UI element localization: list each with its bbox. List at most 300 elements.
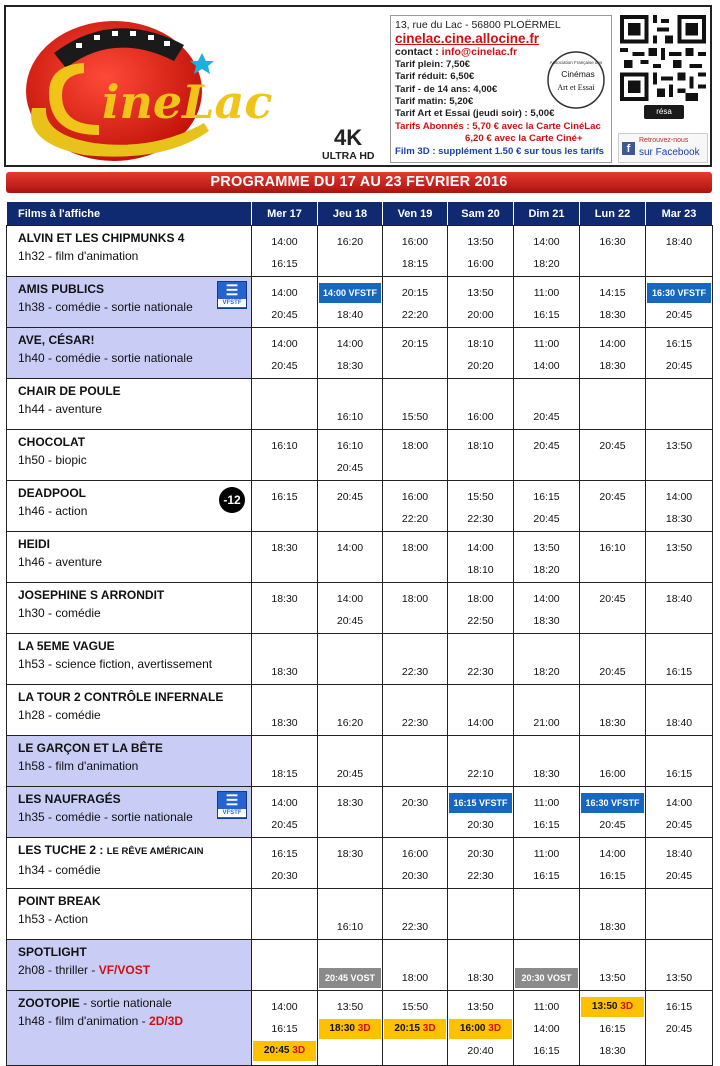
showtime-cell [252,991,318,1066]
showtime[interactable]: 20:45 [533,513,560,525]
showtime[interactable]: 14:00 [271,797,298,809]
showtime[interactable]: 20:30 [271,870,298,882]
showtime[interactable]: 13:50 [533,542,560,554]
showtime[interactable]: 18:30 [599,1045,626,1057]
film-title[interactable]: JOSEPHINE S ARRONDIT [18,588,165,602]
showtime[interactable]: 22:30 [401,666,429,678]
showtime[interactable]: 20:20 [467,360,494,372]
showtime[interactable]: 20:45 [271,819,298,831]
showtime[interactable]: 14:00 [467,717,494,729]
facebook-link[interactable] [618,133,708,163]
showtime [252,742,317,762]
film-cell [7,685,252,736]
showtime[interactable]: 22:30 [467,870,494,882]
showtime[interactable]: 20:40 [467,1045,494,1057]
showtime-cell [318,430,383,481]
showtime[interactable]: 20:15 [401,287,429,299]
film-title[interactable]: CHOCOLAT [18,435,86,449]
film-title[interactable]: LA TOUR 2 CONTRÔLE INFERNALE [18,690,224,704]
showtime[interactable]: 11:00 [533,848,560,860]
films-header: Films à l'affiche [7,202,252,226]
showtime[interactable]: 18:40 [665,593,693,605]
showtime[interactable]: 11:00 [533,287,560,299]
showtime[interactable]: 13:50 [665,440,693,452]
showtime[interactable]: 18:20 [533,666,560,678]
showtime[interactable]: 20:30 [467,819,494,831]
showtime-cell [514,481,580,532]
tarif-abonnes-2: 6,20 € avec la Carte Ciné+ [465,133,583,145]
showtime[interactable]: 18:40 [665,848,693,860]
showtime-cell [318,787,383,838]
showtime[interactable]: 16:00 3D [449,1019,512,1039]
film-cell [7,736,252,787]
showtime[interactable]: 20:45 [271,309,298,321]
showtime[interactable]: 16:15 [271,258,298,270]
showtime-cell [252,685,318,736]
showtime[interactable]: 18:30 [467,972,494,984]
showtime[interactable]: 16:15 [665,768,693,780]
showtime-cell [383,940,448,991]
showtime-cell [580,991,646,1066]
showtime[interactable]: 14:15 [599,287,626,299]
showtime[interactable]: 11:00 [533,338,560,350]
showtime [448,691,513,711]
showtime[interactable]: 16:15 VFSTF [449,793,512,813]
showtime[interactable]: 16:15 [665,338,693,350]
film-title[interactable]: ALVIN ET LES CHIPMUNKS 4 [18,231,185,245]
showtime[interactable]: 20:45 [336,462,364,474]
showtime-cell [448,634,514,685]
showtime [646,691,712,711]
tarif-moins-14: Tarif - de 14 ans: 4,00€ [395,83,498,95]
showtime[interactable]: 13:50 [467,287,494,299]
film-title[interactable]: AMIS PUBLICS [18,282,105,296]
logo-ultra-hd: ULTRA HD [322,150,375,162]
showtime-cell [646,889,713,940]
showtime[interactable]: 18:15 [271,768,298,780]
showtime[interactable]: 18:30 [599,717,626,729]
showtime [383,385,447,405]
showtime[interactable]: 16:10 [271,440,298,452]
showtime[interactable]: 22:20 [401,309,429,321]
showtime[interactable]: 18:10 [467,440,494,452]
showtime-cell [448,685,514,736]
showtime[interactable]: 18:30 [533,768,560,780]
showtime-cell [514,685,580,736]
showtime[interactable]: 18:30 [336,360,364,372]
showtime[interactable]: 20:30 VOST [515,968,578,988]
art-essai-text-1: Cinémas [561,69,595,79]
tarif-plein: Tarif plein: 7,50€ [395,58,470,70]
showtime-cell [646,634,713,685]
tarif-reduit: Tarif réduit: 6,50€ [395,71,475,83]
showtime[interactable]: 20:45 [665,309,693,321]
showtime[interactable]: 16:15 [665,666,693,678]
art-essai-small-text: Association Française des [549,60,603,65]
showtime[interactable]: 16:00 [401,848,429,860]
showtime [514,385,579,405]
showtime[interactable]: 11:00 [533,1001,560,1013]
showtime [580,640,645,660]
showtime-cell [383,787,448,838]
showtime[interactable]: 16:15 [533,309,560,321]
showtime-cell [580,889,646,940]
showtime[interactable]: 18:30 [336,848,364,860]
showtime[interactable]: 20:45 [533,411,560,423]
showtime[interactable]: 15:50 [401,1001,429,1013]
showtime[interactable]: 18:00 [401,593,429,605]
film-cell [7,328,252,379]
film-title[interactable]: ZOOTOPIE - sortie nationale [18,996,172,1010]
film-cell [7,889,252,940]
showtime[interactable]: 15:50 [401,411,429,423]
film-title[interactable]: DEADPOOL [18,486,87,500]
showtime[interactable]: 18:20 [533,258,560,270]
showtime[interactable]: 16:20 [336,717,364,729]
showtime-cell [646,991,713,1066]
showtime[interactable]: 20:45 [665,1023,693,1035]
showtime-cell [318,685,383,736]
showtime[interactable]: 20:30 [401,870,429,882]
showtime[interactable]: 22:20 [401,513,429,525]
showtime[interactable]: 14:00 [533,236,560,248]
showtime[interactable]: 13:50 [467,236,494,248]
showtime[interactable]: 16:10 [336,440,364,452]
film-row [7,379,713,430]
logo-4k: 4K [334,125,363,150]
showtime [252,640,317,660]
film-row [7,226,713,277]
showtime[interactable]: 13:50 [665,972,693,984]
showtime[interactable]: 20:45 [665,870,693,882]
showtime[interactable]: 18:30 [599,309,626,321]
film-row [7,889,713,940]
showtime[interactable]: 16:10 [336,411,364,423]
showtime[interactable]: 22:30 [401,921,429,933]
showtime[interactable]: 16:00 [401,236,429,248]
showtime-cell [383,685,448,736]
showtime[interactable]: 11:00 [533,797,560,809]
film-cell [7,226,252,277]
showtime[interactable]: 18:30 [271,542,298,554]
showtime[interactable]: 20:45 VOST [319,968,381,988]
tarif-abonnes: Tarifs Abonnés : 5,70 € avec la Carte CinéLac [395,120,601,132]
showtime[interactable]: 18:10 [467,564,494,576]
showtime[interactable]: 13:50 3D [581,997,644,1017]
film-cell [7,634,252,685]
contact-label: contact : [395,46,442,59]
showtime[interactable]: 18:10 [467,338,494,350]
vfstf-icon: ☰ VFSTF [217,281,247,309]
showtime[interactable]: 16:30 VFSTF [581,793,644,813]
showtime-cell [646,277,713,328]
showtime[interactable]: 16:10 [336,921,364,933]
showtime[interactable]: 14:00 [599,848,626,860]
showtime-cell [514,838,580,889]
showtime-cell [252,277,318,328]
day-header: Dim 21 [514,202,580,226]
showtime[interactable]: 18:15 [401,258,429,270]
film-info: 1h46 - aventure [18,555,103,569]
showtime [514,742,579,762]
showtime [514,946,579,966]
film-title[interactable]: CHAIR DE POULE [18,384,121,398]
showtime[interactable]: 18:00 [401,440,429,452]
film-info: 1h44 - aventure [18,402,103,416]
facebook-text-1: Retrouvez-nous [639,137,689,144]
film-cell [7,991,252,1066]
film-cell [7,532,252,583]
showtime[interactable]: 18:30 [665,513,693,525]
showtime[interactable]: 20:30 [467,848,494,860]
showtime[interactable]: 18:30 [271,593,298,605]
showtime-cell [448,226,514,277]
day-header: Ven 19 [383,202,448,226]
showtime[interactable]: 16:15 [271,1023,298,1035]
film-info: 1h30 - comédie [18,606,101,620]
showtime-cell [318,736,383,787]
showtime[interactable]: 18:00 [467,593,494,605]
showtime[interactable]: 16:00 [599,768,626,780]
showtime-cell [646,736,713,787]
showtime[interactable]: 16:00 [401,491,429,503]
showtime[interactable]: 14:00 VFSTF [319,283,381,303]
showtime [580,742,645,762]
showtime[interactable]: 16:00 [467,258,494,270]
showtime[interactable]: 14:00 [467,542,494,554]
showtime[interactable]: 14:00 [665,491,693,503]
showtime[interactable]: 20:45 [271,360,298,372]
showtime[interactable]: 18:30 [271,717,298,729]
showtime [580,946,645,966]
showtime[interactable]: 22:30 [401,717,429,729]
film-cell [7,430,252,481]
showtime[interactable]: 14:00 [533,1023,560,1035]
showtime [318,385,382,405]
showtime[interactable]: 20:45 [336,768,364,780]
showtime[interactable]: 16:20 [336,236,364,248]
facebook-text-2: sur Facebook [639,147,700,158]
showtime[interactable]: 20:45 [336,491,364,503]
showtime-cell [514,787,580,838]
film-row [7,328,713,379]
showtime[interactable]: 22:30 [467,666,494,678]
showtime[interactable]: 20:45 [665,819,693,831]
showtime[interactable]: 16:15 [533,491,560,503]
showtime-cell [514,991,580,1066]
showtime[interactable]: 16:15 [599,1023,626,1035]
film-title[interactable]: HEIDI [18,537,51,551]
showtime-cell [646,379,713,430]
showtime[interactable]: 14:00 [271,287,298,299]
showtime[interactable]: 16:30 VFSTF [647,283,711,303]
showtime[interactable]: 22:30 [467,513,494,525]
film-info: 1h48 - film d'animation - 2D/3D [18,1014,184,1028]
showtime[interactable]: 18:40 [665,717,693,729]
film-info: 1h28 - comédie [18,708,101,722]
showtime[interactable]: 16:15 [533,1045,560,1057]
film-title[interactable]: LES TUCHE 2 : LE RÊVE AMÉRICAIN [18,843,204,857]
showtime-cell [383,634,448,685]
showtime-cell [580,379,646,430]
day-header: Lun 22 [580,202,646,226]
showtime[interactable]: 16:15 [533,819,560,831]
showtime [580,895,645,915]
contact-email[interactable]: info@cinelac.fr [441,46,518,59]
showtime-cell [514,226,580,277]
showtime[interactable]: 14:00 [599,338,626,350]
showtime[interactable]: 16:15 [599,870,626,882]
showtime[interactable]: 14:00 [336,542,364,554]
film-cell [7,787,252,838]
showtime-cell [318,481,383,532]
film-row [7,787,713,838]
showtime[interactable]: 18:30 [271,666,298,678]
showtime[interactable]: 18:30 [336,797,364,809]
film-title[interactable]: AVE, CÉSAR! [18,333,95,347]
showtime[interactable]: 18:00 [401,972,429,984]
showtime-cell [252,583,318,634]
showtime[interactable]: 14:00 [271,236,298,248]
film-title[interactable]: LES NAUFRAGÉS [18,792,121,806]
showtime[interactable]: 13:50 [599,972,626,984]
showtime[interactable]: 14:00 [336,593,364,605]
showtime-cell [580,226,646,277]
showtime[interactable]: 13:50 [467,1001,494,1013]
showtime[interactable]: 20:00 [467,309,494,321]
showtime-cell [448,430,514,481]
showtime[interactable]: 20:45 [665,360,693,372]
showtime-cell [318,838,383,889]
film-row [7,481,713,532]
cinema-header [4,5,712,167]
showtime[interactable]: 16:00 [467,411,494,423]
showtime[interactable]: 20:45 [599,593,626,605]
showtime-cell [448,328,514,379]
showtime[interactable]: 20:45 [599,440,626,452]
film-row [7,277,713,328]
film-title[interactable]: LA 5EME VAGUE [18,639,115,653]
showtime-cell [252,226,318,277]
showtime-cell [252,838,318,889]
showtime-cell [646,940,713,991]
showtime-cell [580,685,646,736]
showtime[interactable]: 14:00 [336,338,364,350]
showtime[interactable]: 20:45 [533,440,560,452]
film-title[interactable]: POINT BREAK [18,894,101,908]
showtime[interactable]: 18:00 [401,542,429,554]
showtime[interactable]: 20:15 [401,338,429,350]
showtime-cell [252,787,318,838]
film-row [7,838,713,889]
showtime[interactable]: 20:45 3D [253,1041,316,1061]
showtime [448,385,513,405]
showtime[interactable]: 20:45 [336,615,364,627]
film-title[interactable]: LE GARÇON ET LA BÊTE [18,741,163,755]
showtime [383,946,447,966]
showtime-cell [646,430,713,481]
film-title[interactable]: SPOTLIGHT [18,945,87,959]
showtime[interactable]: 13:50 [336,1001,364,1013]
schedule-table [6,201,713,1066]
showtime [383,691,447,711]
showtime[interactable]: 14:00 [271,338,298,350]
film-info: 1h32 - film d'animation [18,249,139,263]
website-link[interactable]: cinelac.cine.allocine.fr [395,31,540,47]
showtime[interactable]: 15:50 [467,491,494,503]
showtime[interactable]: 14:00 [533,593,560,605]
showtime[interactable]: 16:15 [533,870,560,882]
showtime-cell [252,940,318,991]
showtime-cell [252,736,318,787]
day-header: Sam 20 [448,202,514,226]
showtime[interactable]: 14:00 [665,797,693,809]
showtime[interactable]: 18:20 [533,564,560,576]
showtime[interactable]: 20:15 3D [384,1019,446,1039]
showtime-cell [318,532,383,583]
showtime[interactable]: 16:15 [665,1001,693,1013]
film-info: 1h35 - comédie - sortie nationale [18,810,193,824]
address: 13, rue du Lac - 56800 PLOËRMEL [395,19,561,31]
showtime-cell [448,991,514,1066]
showtime-cell [448,736,514,787]
showtime[interactable]: 13:50 [665,542,693,554]
qr-code-icon [620,15,706,101]
facebook-icon: f [622,142,635,155]
showtime[interactable]: 16:10 [599,542,626,554]
showtime-cell [252,634,318,685]
film-cell [7,940,252,991]
film-row [7,583,713,634]
showtime[interactable]: 16:30 [599,236,626,248]
showtime [646,742,712,762]
showtime-cell [252,430,318,481]
showtime[interactable]: 20:45 [599,666,626,678]
showtime [318,742,382,762]
showtime-cell [318,583,383,634]
showtime[interactable]: 20:45 [599,819,626,831]
showtime[interactable]: 21:00 [533,717,560,729]
showtime-cell [514,430,580,481]
showtime-cell [318,328,383,379]
showtime[interactable]: 22:10 [467,768,494,780]
showtime-cell [448,838,514,889]
showtime-cell [383,838,448,889]
showtime[interactable]: 18:30 [599,360,626,372]
showtime[interactable]: 18:40 [336,309,364,321]
showtime[interactable]: 16:15 [271,491,298,503]
showtime-cell [448,379,514,430]
showtime [383,640,447,660]
showtime[interactable]: 18:40 [665,236,693,248]
showtime[interactable]: 18:30 [533,615,560,627]
schedule-header-row [7,202,713,226]
showtime[interactable]: 18:30 3D [319,1019,381,1039]
showtime[interactable]: 20:30 [401,797,429,809]
showtime-cell [580,481,646,532]
showtime[interactable]: 20:45 [599,491,626,503]
showtime[interactable]: 22:50 [467,615,494,627]
showtime[interactable]: 14:00 [271,1001,298,1013]
showtime[interactable]: 18:30 [599,921,626,933]
showtime-cell [383,379,448,430]
showtime[interactable]: 14:00 [533,360,560,372]
showtime [448,742,513,762]
showtime[interactable]: 16:15 [271,848,298,860]
film-row [7,991,713,1066]
vfstf-icon: ☰ VFSTF [217,791,247,819]
showtime [646,946,712,966]
